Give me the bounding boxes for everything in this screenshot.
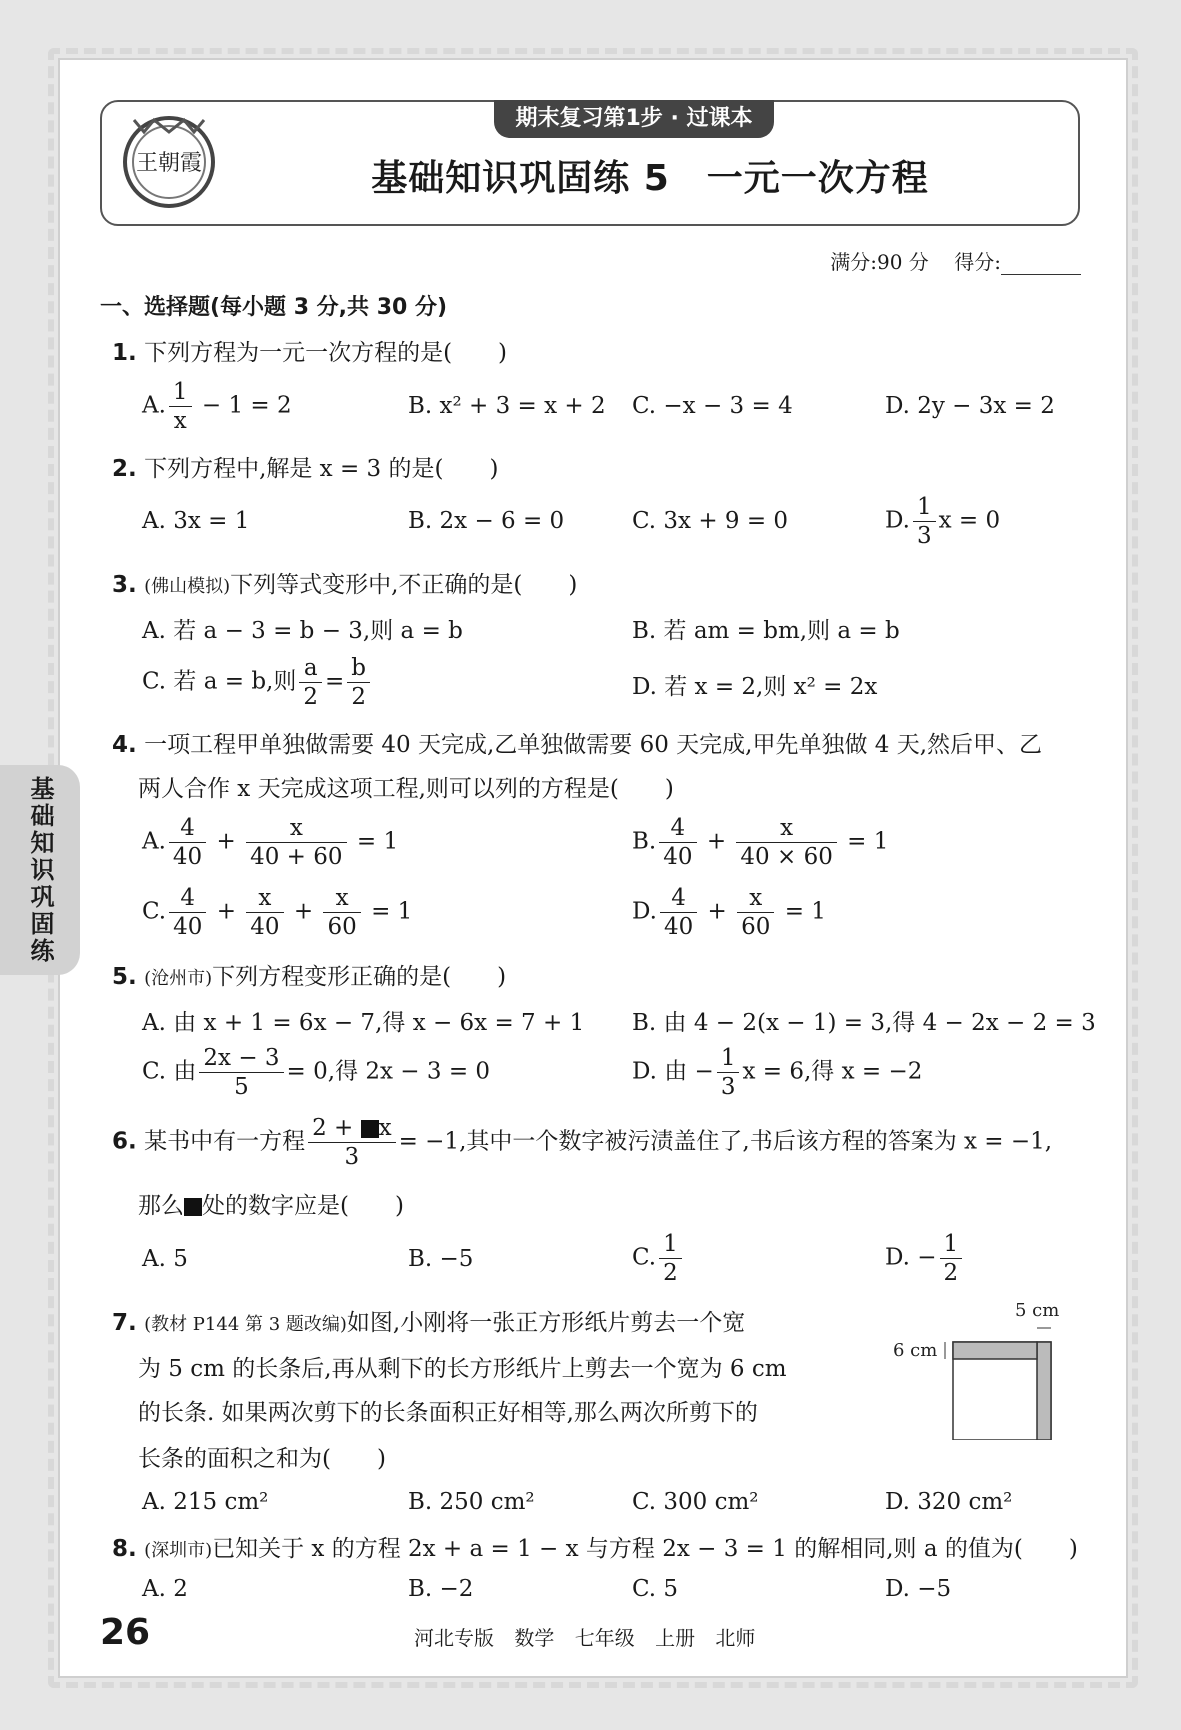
q6-option-c[interactable]: C. $\frac{1}{2}$ xyxy=(632,1230,685,1287)
question-6: 6. 某书中有一方程 $\frac{2 + x}{3}$ = −1,其中一个数字被污渍盖住了,书后该方程的答案为 x = −1, xyxy=(112,1115,1053,1170)
question-number: 1. xyxy=(112,340,137,366)
score-blank[interactable] xyxy=(1001,254,1081,275)
question-8: 8. (深圳市)已知关于 x 的方程 2x + a = 1 − x 与方程 2x − 3 = 1 的解相同,则 a 的值为( ) xyxy=(112,1536,1078,1562)
q8-option-c[interactable]: C. 5 xyxy=(632,1576,679,1602)
question-6-line2: 那么 处的数字应是( ) xyxy=(138,1193,404,1219)
question-7-line2: 为 5 cm 的长条后,再从剩下的长方形纸片上剪去一个宽为 6 cm xyxy=(138,1356,787,1382)
q4-option-b[interactable]: B. $\frac{4}{40}$ + $\frac{x}{40 \times 60}$ = 1 xyxy=(632,815,889,870)
q4-option-d[interactable]: D. $\frac{4}{40}$ + $\frac{x}{60}$ = 1 xyxy=(632,885,826,940)
q2-option-d[interactable]: D. $\frac{1}{3}$ x = 0 xyxy=(885,494,1001,549)
question-4: 4. 一项工程甲单独做需要 40 天完成,乙单独做需要 60 天完成,甲先单独做 4 天,然后甲、乙 xyxy=(112,732,1043,758)
q6-option-b[interactable]: B. −5 xyxy=(408,1246,474,1272)
q2-option-b[interactable]: B. 2x − 6 = 0 xyxy=(408,508,565,534)
q2-option-a[interactable]: A. 3x = 1 xyxy=(142,508,250,534)
step-tab: 期末复习第1步 · 过课本 xyxy=(494,100,774,138)
q7-option-b[interactable]: B. 250 cm² xyxy=(408,1489,535,1515)
q7-option-c[interactable]: C. 300 cm² xyxy=(632,1489,759,1515)
question-7-line3: 的长条. 如果两次剪下的长条面积正好相等,那么两次所剪下的 xyxy=(138,1400,758,1426)
square-cut-figure xyxy=(885,1300,1065,1440)
q1-option-c[interactable]: C. −x − 3 = 4 xyxy=(632,393,793,419)
q5-option-d[interactable]: D. 由 − $\frac{1}{3}$ x = 6,得 x = −2 xyxy=(632,1045,923,1100)
q6-option-a[interactable]: A. 5 xyxy=(142,1246,188,1272)
page-title: 基础知识巩固练 5 一元一次方程 xyxy=(371,158,929,199)
footer-text: 河北专版 数学 七年级 上册 北师 xyxy=(414,1626,756,1650)
question-4-line2: 两人合作 x 天完成这项工程,则可以列的方程是( ) xyxy=(138,776,674,802)
svg-text:6 cm: 6 cm xyxy=(893,1340,938,1361)
full-score: 满分:90 分 xyxy=(830,250,929,274)
question-1 xyxy=(112,334,507,367)
q1-option-d[interactable]: D. 2y − 3x = 2 xyxy=(885,393,1055,419)
q5-option-a[interactable]: A. 由 x + 1 = 6x − 7,得 x − 6x = 7 + 1 xyxy=(142,1010,585,1036)
q8-option-b[interactable]: B. −2 xyxy=(408,1576,474,1602)
question-2: 2. 下列方程中,解是 x = 3 的是( ) xyxy=(112,456,499,482)
ink-blot xyxy=(361,1120,379,1138)
q4-option-c[interactable]: C. $\frac{4}{40}$ + $\frac{x}{40}$ + $\frac{x}{60}$ = 1 xyxy=(142,885,413,940)
q5-option-b[interactable]: B. 由 4 − 2(x − 1) = 3,得 4 − 2x − 2 = 3 xyxy=(632,1010,1096,1036)
side-tab: 基础知识巩固练 xyxy=(0,765,80,975)
question-7: 7. (教材 P144 第 3 题改编)如图,小刚将一张正方形纸片剪去一个宽 xyxy=(112,1310,746,1336)
q7-option-a[interactable]: A. 215 cm² xyxy=(142,1489,269,1515)
score-label: 得分: xyxy=(954,250,1001,274)
q4-option-a[interactable]: A. $\frac{4}{40}$ + $\frac{x}{40 + 60}$ = 1 xyxy=(142,815,399,870)
svg-text:5 cm: 5 cm xyxy=(1015,1300,1060,1321)
q1-option-a[interactable]: A. $\frac{1}{x}$ − 1 = 2 xyxy=(142,379,292,434)
question-7-line4: 长条的面积之和为( ) xyxy=(138,1446,386,1472)
question-3: 3. (佛山模拟)下列等式变形中,不正确的是( ) xyxy=(112,572,578,598)
score-line xyxy=(830,246,1081,275)
q7-option-d[interactable]: D. 320 cm² xyxy=(885,1489,1013,1515)
q3-option-b[interactable]: B. 若 am = bm,则 a = b xyxy=(632,618,900,644)
ink-blot xyxy=(184,1198,202,1216)
q8-option-a[interactable]: A. 2 xyxy=(142,1576,188,1602)
q5-option-c[interactable]: C. 由 $\frac{2x - 3}{5}$ = 0,得 2x − 3 = 0 xyxy=(142,1045,491,1100)
svg-text:王朝霞: 王朝霞 xyxy=(135,151,203,176)
publisher-logo xyxy=(114,112,224,212)
q8-option-d[interactable]: D. −5 xyxy=(885,1576,952,1602)
section-heading: 一、选择题(每小题 3 分,共 30 分) xyxy=(100,295,448,320)
q2-option-c[interactable]: C. 3x + 9 = 0 xyxy=(632,508,789,534)
q3-option-c[interactable]: C. 若 a = b,则 $\frac{a}{2}$ = $\frac{b}{2}$ xyxy=(142,654,373,711)
question-text: 下列方程为一元一次方程的是( ) xyxy=(144,340,508,366)
page-number: 26 xyxy=(100,1612,151,1653)
q1-option-b[interactable]: B. x² + 3 = x + 2 xyxy=(408,393,606,419)
question-5: 5. (沧州市)下列方程变形正确的是( ) xyxy=(112,964,507,990)
q3-option-a[interactable]: A. 若 a − 3 = b − 3,则 a = b xyxy=(142,618,463,644)
q3-option-d[interactable]: D. 若 x = 2,则 x² = 2x xyxy=(632,674,878,700)
q6-option-d[interactable]: D. − $\frac{1}{2}$ xyxy=(885,1230,965,1287)
title-banner xyxy=(100,100,1080,226)
